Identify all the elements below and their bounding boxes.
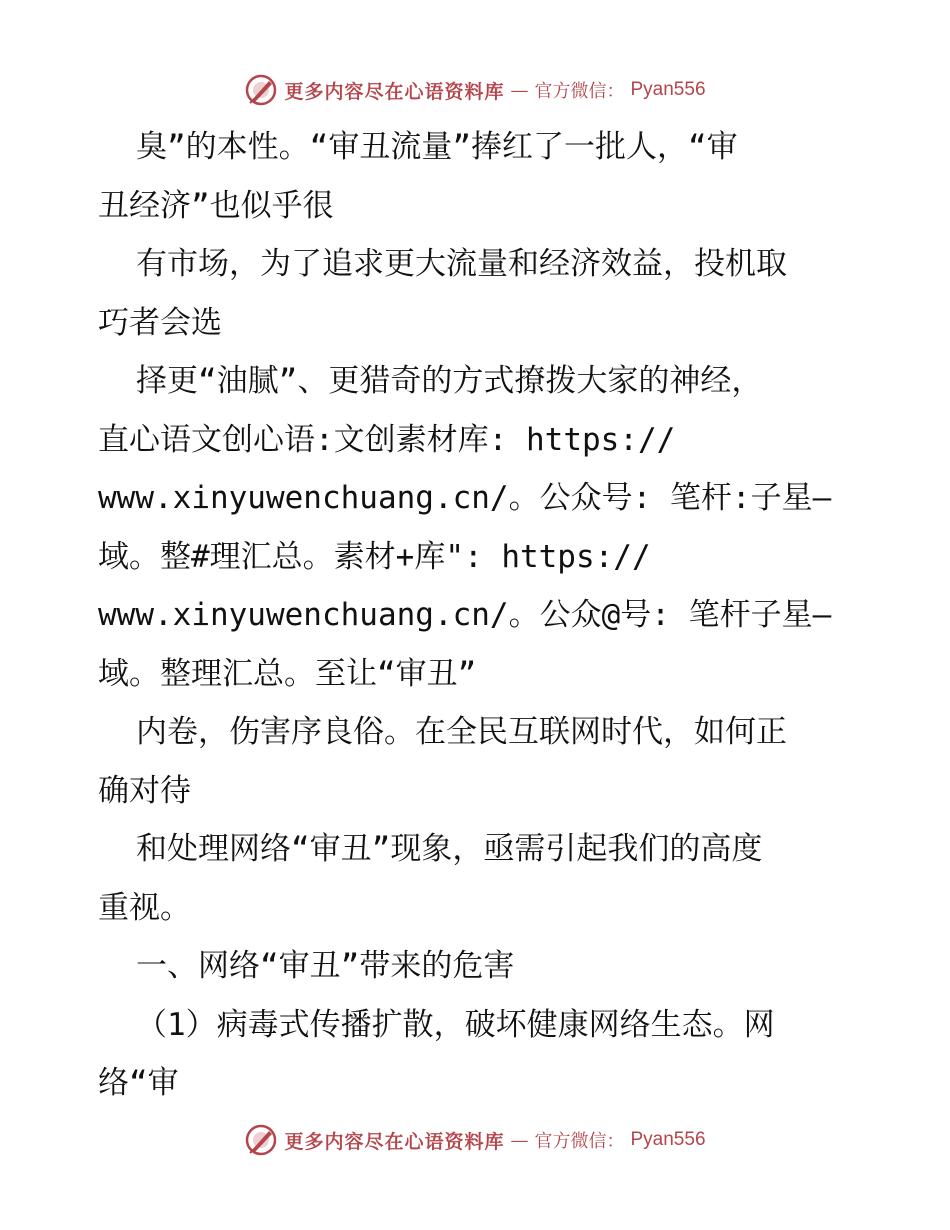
header-wechat-id: Pyan556 bbox=[630, 79, 706, 100]
header-wechat-label: 官方微信： bbox=[534, 81, 625, 102]
text-line: www.xinyuwenchuang.cn/。公众@号: 笔杆子星— bbox=[98, 597, 832, 633]
footer-banner-dash: — bbox=[510, 1129, 529, 1151]
text-line: 重视。 bbox=[98, 889, 191, 926]
text-line: 择更“油腻”、更猎奇的方式撩拨大家的神经， bbox=[136, 363, 763, 399]
text-line: www.xinyuwenchuang.cn/。公众号: 笔杆:子星— bbox=[98, 480, 832, 516]
footer-banner-text: 更多内容尽在心语资料库 bbox=[284, 1130, 505, 1153]
text-line: 巧者会选 bbox=[98, 304, 222, 341]
text-line: 有市场，为了追求更大流量和经济效益，投机取 bbox=[136, 246, 787, 282]
header-banner-text: 更多内容尽在心语资料库 bbox=[284, 80, 505, 103]
text-line: 内卷，伤害序良俗。在全民互联网时代，如何正 bbox=[136, 714, 787, 750]
text-line: 确对待 bbox=[98, 772, 191, 809]
footer-wechat-label: 官方微信： bbox=[534, 1131, 625, 1152]
text-line: 丑经济”也似乎很 bbox=[98, 187, 334, 224]
footer-banner bbox=[0, 1120, 950, 1160]
header-banner-dash: — bbox=[510, 79, 529, 101]
text-line: 和处理网络“审丑”现象，亟需引起我们的高度 bbox=[136, 831, 763, 867]
text-line: 域。整理汇总。至让“审丑” bbox=[98, 655, 477, 692]
quill-pen-circle-icon bbox=[244, 73, 278, 107]
text-line: 络“审 bbox=[98, 1065, 179, 1101]
text-line: （1）病毒式传播扩散，破坏健康网络生态。网 bbox=[136, 1006, 775, 1043]
header-banner bbox=[0, 70, 950, 110]
quill-pen-circle-icon bbox=[244, 1123, 278, 1157]
text-line: 臭”的本性。“审丑流量”捧红了一批人，“审 bbox=[136, 129, 738, 165]
footer-wechat-id: Pyan556 bbox=[630, 1129, 706, 1150]
section-heading: 一、网络“审丑”带来的危害 bbox=[136, 948, 515, 984]
text-line: 直心语文创心语:文创素材库: https:// bbox=[98, 421, 676, 458]
text-line: 域。整#理汇总。素材+库": https:// bbox=[98, 538, 651, 575]
document-body bbox=[98, 118, 858, 1113]
